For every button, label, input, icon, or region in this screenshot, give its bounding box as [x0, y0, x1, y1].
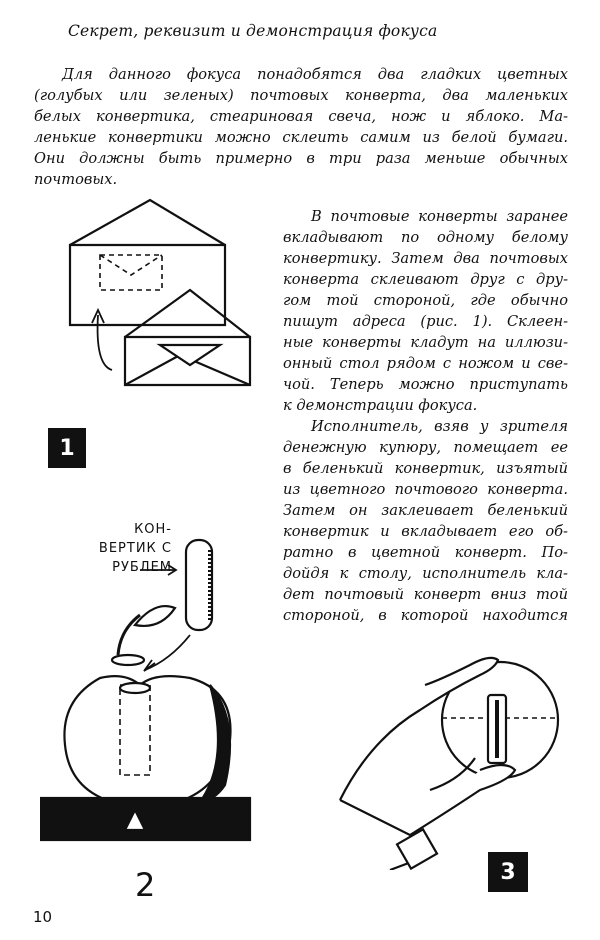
caption-line: РУБЛЕМ — [112, 560, 172, 575]
text-line: онный стол рядом с ножом и све- — [283, 355, 568, 372]
text-line: конвертику. Затем два почтовых — [283, 250, 568, 267]
text-line: к демонстрации фокуса. — [283, 397, 478, 414]
text-line: стороной, в которой находится — [283, 607, 568, 624]
figure-3-hand — [330, 640, 570, 870]
text-line: ратно в цветной конверт. По- — [283, 544, 568, 561]
text-line: Они должны быть примерно в три раза меньше обычных — [34, 150, 568, 167]
text-line: в беленький конвертик, изъятый — [283, 460, 568, 477]
text-line: Затем он заклеивает беленький — [283, 502, 568, 519]
text-line: чой. Теперь можно приступать — [283, 376, 568, 393]
text-line: ные конверты кладут на иллюзи- — [283, 334, 568, 351]
text-line: почтовых. — [34, 171, 118, 188]
text-line: В почтовые конверты заранее — [311, 208, 568, 225]
figure-1-envelopes — [60, 195, 270, 395]
figure-3-number: 3 — [488, 852, 528, 892]
paragraph-intro — [34, 64, 568, 190]
page-number: 10 — [33, 908, 53, 926]
text-line: гом той стороной, где обычно — [283, 292, 568, 309]
figure-2-number: 2 — [135, 866, 157, 904]
text-line: конвертик и вкладывает его об- — [283, 523, 568, 540]
text-line: из цветного почтового конверта. — [283, 481, 568, 498]
text-line: белых конвертика, стеариновая свеча, нож и яблоко. Ма- — [34, 108, 568, 125]
text-line: пишут адреса (рис. 1). Склеен- — [283, 313, 568, 330]
caption-line: КОН- — [134, 522, 172, 537]
text-line: денежную купюру, помещает ее — [283, 439, 568, 456]
text-line: Исполнитель, взяв у зрителя — [311, 418, 568, 435]
paragraph-right-column — [283, 206, 568, 626]
text-line: вкладывают по одному белому — [283, 229, 568, 246]
figure-1-number: 1 — [48, 428, 86, 468]
caption-line: ВЕРТИК С — [98, 541, 172, 556]
figure-2-apple — [40, 530, 260, 880]
section-header: Секрет, реквизит и демонстрация фокуса — [68, 22, 438, 40]
text-line: конверта склеивают друг с дру- — [283, 271, 568, 288]
text-line: ленькие конвертики можно склеить самим из белой бумаги. — [34, 129, 568, 146]
text-line: (голубых или зеленых) почтовых конверта, два маленьких — [34, 87, 568, 104]
text-line: дойдя к столу, исполнитель кла- — [283, 565, 568, 582]
text-line: Для данного фокуса понадобятся два гладких цветных — [62, 66, 568, 83]
text-line: дет почтовый конверт вниз той — [283, 586, 568, 603]
